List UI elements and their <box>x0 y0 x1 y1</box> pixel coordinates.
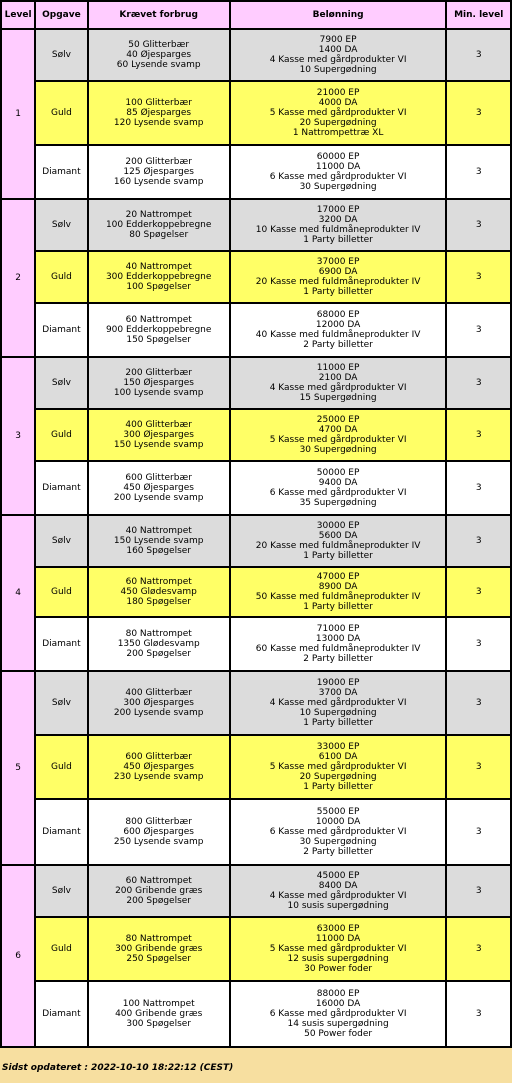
reward-item: 1 Nattrompettræ XL <box>292 128 384 138</box>
reward-item: 50000 EP <box>316 468 360 478</box>
required-item: 85 Øjesparges <box>126 108 192 118</box>
reward-item: 6 Kasse med gårdprodukter VI <box>269 1009 407 1019</box>
reward-item: 5 Kasse med gårdprodukter VI <box>269 435 407 445</box>
required-item: 450 Glødesvamp <box>120 587 197 597</box>
required-item: 400 Glitterbær <box>125 688 192 698</box>
min-level-cell: 3 <box>447 252 510 302</box>
reward-item: 4 Kasse med gårdprodukter VI <box>269 891 407 901</box>
min-level-cell: 3 <box>447 672 510 734</box>
required-item: 120 Lysende svamp <box>113 118 204 128</box>
table-row <box>2 410 510 460</box>
reward-item: 30 Supergødning <box>299 182 377 192</box>
reward-item: 1 Party billetter <box>303 551 373 561</box>
level-cell: 4 <box>2 516 34 670</box>
table-row <box>2 568 510 616</box>
required-item: 150 Lysende svamp <box>113 536 204 546</box>
reward-item: 88000 EP <box>316 989 360 999</box>
table-row <box>2 462 510 514</box>
min-level-cell: 3 <box>447 736 510 798</box>
reward-item: 11000 DA <box>315 162 361 172</box>
reward-item: 10 susis supergødning <box>287 901 389 911</box>
task-cell: Diamant <box>36 618 86 670</box>
required-item: 100 Glitterbær <box>125 98 192 108</box>
task-cell: Guld <box>36 568 86 616</box>
reward-item: 12 susis supergødning <box>287 954 389 964</box>
reward-item: 60 Kasse med fuldmåneprodukter IV <box>255 644 421 654</box>
required-cell <box>89 30 229 80</box>
min-level-cell: 3 <box>447 516 510 566</box>
reward-cell <box>231 516 446 566</box>
last-updated: Sidst opdateret : 2022-10-10 18:22:12 (CEST) <box>2 1063 234 1073</box>
required-item: 300 Edderkoppebregne <box>105 272 212 282</box>
reward-cell <box>231 82 446 144</box>
reward-item: 20 Supergødning <box>299 772 377 782</box>
required-cell <box>89 672 229 734</box>
required-item: 40 Nattrompet <box>125 526 192 536</box>
task-cell: Guld <box>36 918 86 980</box>
min-level-cell: 3 <box>447 410 510 460</box>
required-item: 100 Nattrompet <box>122 999 195 1009</box>
reward-item: 3700 DA <box>318 688 358 698</box>
table-row <box>2 866 510 916</box>
reward-item: 2100 DA <box>318 373 358 383</box>
reward-item: 4 Kasse med gårdprodukter VI <box>269 383 407 393</box>
reward-item: 10 Supergødning <box>299 708 377 718</box>
min-level-cell: 3 <box>447 462 510 514</box>
required-item: 60 Lysende svamp <box>116 60 201 70</box>
required-cell <box>89 82 229 144</box>
reward-cell <box>231 618 446 670</box>
required-item: 230 Lysende svamp <box>113 772 204 782</box>
reward-item: 20 Supergødning <box>299 118 377 128</box>
min-level-cell: 3 <box>447 618 510 670</box>
reward-cell <box>231 736 446 798</box>
reward-item: 71000 EP <box>316 624 360 634</box>
reward-item: 20 Kasse med fuldmåneprodukter IV <box>255 277 421 287</box>
required-item: 800 Glitterbær <box>125 817 192 827</box>
required-item: 250 Lysende svamp <box>113 837 204 847</box>
reward-item: 40 Kasse med fuldmåneprodukter IV <box>255 330 421 340</box>
reward-item: 16000 DA <box>315 999 361 1009</box>
required-item: 300 Gribende græs <box>115 944 203 954</box>
reward-item: 14 susis supergødning <box>287 1019 389 1029</box>
task-cell: Sølv <box>36 200 86 250</box>
required-item: 150 Øjesparges <box>123 378 194 388</box>
required-item: 400 Gribende græs <box>115 1009 203 1019</box>
reward-cell <box>231 146 446 198</box>
reward-item: 30 Power foder <box>304 964 373 974</box>
required-item: 300 Spøgelser <box>126 1019 192 1029</box>
reward-cell <box>231 568 446 616</box>
table-row <box>2 82 510 144</box>
required-item: 600 Glitterbær <box>125 473 192 483</box>
reward-item: 30000 EP <box>316 521 360 531</box>
reward-item: 45000 EP <box>316 871 360 881</box>
required-item: 200 Lysende svamp <box>113 708 204 718</box>
required-item: 200 Spøgelser <box>126 896 192 906</box>
reward-item: 2 Party billetter <box>303 654 373 664</box>
reward-cell <box>231 410 446 460</box>
table-row <box>2 30 510 80</box>
min-level-cell: 3 <box>447 146 510 198</box>
required-item: 60 Nattrompet <box>125 577 192 587</box>
reward-item: 5 Kasse med gårdprodukter VI <box>269 944 407 954</box>
reward-item: 3200 DA <box>318 215 358 225</box>
required-item: 80 Nattrompet <box>125 934 192 944</box>
required-cell <box>89 982 229 1046</box>
task-cell: Diamant <box>36 304 86 356</box>
task-cell: Guld <box>36 410 86 460</box>
task-cell: Guld <box>36 252 86 302</box>
reward-item: 30 Supergødning <box>299 837 377 847</box>
min-level-cell: 3 <box>447 866 510 916</box>
reward-item: 25000 EP <box>316 415 360 425</box>
required-cell <box>89 410 229 460</box>
reward-item: 6 Kasse med gårdprodukter VI <box>269 827 407 837</box>
reward-item: 12000 DA <box>315 320 361 330</box>
required-item: 450 Øjesparges <box>123 762 194 772</box>
task-cell: Guld <box>36 736 86 798</box>
reward-item: 1 Party billetter <box>303 782 373 792</box>
required-item: 50 Glitterbær <box>128 40 190 50</box>
reward-item: 8900 DA <box>318 582 358 592</box>
table-row <box>2 736 510 798</box>
required-item: 1350 Glødesvamp <box>117 639 200 649</box>
table-row <box>2 618 510 670</box>
reward-item: 17000 EP <box>316 205 360 215</box>
reward-cell <box>231 918 446 980</box>
required-item: 400 Glitterbær <box>125 420 192 430</box>
required-item: 900 Edderkoppebregne <box>105 325 212 335</box>
reward-item: 1 Party billetter <box>303 235 373 245</box>
reward-item: 6100 DA <box>318 752 358 762</box>
reward-item: 10 Supergødning <box>299 65 377 75</box>
required-item: 200 Glitterbær <box>125 157 192 167</box>
reward-item: 63000 EP <box>316 924 360 934</box>
required-cell <box>89 200 229 250</box>
required-cell <box>89 618 229 670</box>
min-level-cell: 3 <box>447 918 510 980</box>
required-item: 60 Nattrompet <box>125 315 192 325</box>
required-item: 160 Spøgelser <box>126 546 192 556</box>
reward-item: 4 Kasse med gårdprodukter VI <box>269 698 407 708</box>
required-cell <box>89 146 229 198</box>
reward-item: 11000 EP <box>316 363 360 373</box>
task-cell: Sølv <box>36 516 86 566</box>
task-cell: Diamant <box>36 800 86 864</box>
required-cell <box>89 866 229 916</box>
header-task: Opgave <box>36 2 86 28</box>
reward-item: 1400 DA <box>318 45 358 55</box>
task-cell: Sølv <box>36 866 86 916</box>
reward-item: 19000 EP <box>316 678 360 688</box>
header-reward: Belønning <box>231 2 446 28</box>
task-cell: Diamant <box>36 982 86 1046</box>
reward-cell <box>231 800 446 864</box>
table-row <box>2 200 510 250</box>
required-item: 20 Nattrompet <box>125 210 192 220</box>
reward-cell <box>231 200 446 250</box>
required-cell <box>89 516 229 566</box>
reward-cell <box>231 982 446 1046</box>
task-cell: Guld <box>36 82 86 144</box>
table-row <box>2 672 510 734</box>
required-item: 300 Øjesparges <box>123 430 194 440</box>
min-level-cell: 3 <box>447 982 510 1046</box>
reward-item: 1 Party billetter <box>303 718 373 728</box>
task-cell: Diamant <box>36 462 86 514</box>
required-item: 250 Spøgelser <box>126 954 192 964</box>
required-cell <box>89 304 229 356</box>
required-item: 160 Lysende svamp <box>113 177 204 187</box>
level-cell: 2 <box>2 200 34 356</box>
reward-item: 50 Power foder <box>304 1029 373 1039</box>
required-cell <box>89 252 229 302</box>
reward-item: 7900 EP <box>319 35 357 45</box>
reward-item: 33000 EP <box>316 742 360 752</box>
table-row <box>2 358 510 408</box>
reward-cell <box>231 462 446 514</box>
table-row <box>2 800 510 864</box>
table-row <box>2 982 510 1046</box>
reward-item: 21000 EP <box>316 88 360 98</box>
required-item: 60 Nattrompet <box>125 876 192 886</box>
level-cell: 3 <box>2 358 34 514</box>
required-item: 150 Spøgelser <box>126 335 192 345</box>
table-row <box>2 918 510 980</box>
reward-cell <box>231 358 446 408</box>
required-item: 200 Spøgelser <box>126 649 192 659</box>
table-row <box>2 252 510 302</box>
required-item: 450 Øjesparges <box>123 483 194 493</box>
required-cell <box>89 736 229 798</box>
reward-item: 1 Party billetter <box>303 287 373 297</box>
min-level-cell: 3 <box>447 30 510 80</box>
reward-item: 5 Kasse med gårdprodukter VI <box>269 762 407 772</box>
reward-item: 4000 DA <box>318 98 358 108</box>
level-cell: 1 <box>2 30 34 198</box>
reward-item: 35 Supergødning <box>299 498 377 508</box>
reward-item: 6900 DA <box>318 267 358 277</box>
required-cell <box>89 462 229 514</box>
required-item: 200 Glitterbær <box>125 368 192 378</box>
required-item: 80 Nattrompet <box>125 629 192 639</box>
required-item: 200 Lysende svamp <box>113 493 204 503</box>
required-item: 40 Nattrompet <box>125 262 192 272</box>
table-body <box>2 30 510 1046</box>
required-item: 100 Spøgelser <box>126 282 192 292</box>
reward-item: 6 Kasse med gårdprodukter VI <box>269 172 407 182</box>
reward-item: 47000 EP <box>316 572 360 582</box>
header-min-level: Min. level <box>447 2 510 28</box>
reward-item: 9400 DA <box>318 478 358 488</box>
reward-item: 30 Supergødning <box>299 445 377 455</box>
reward-cell <box>231 30 446 80</box>
level-cell: 6 <box>2 866 34 1046</box>
reward-item: 4700 DA <box>318 425 358 435</box>
task-cell: Diamant <box>36 146 86 198</box>
reward-item: 68000 EP <box>316 310 360 320</box>
reward-item: 20 Kasse med fuldmåneprodukter IV <box>255 541 421 551</box>
reward-item: 13000 DA <box>315 634 361 644</box>
required-item: 600 Øjesparges <box>123 827 194 837</box>
header-required: Krævet forbrug <box>89 2 229 28</box>
min-level-cell: 3 <box>447 358 510 408</box>
required-item: 125 Øjesparges <box>123 167 194 177</box>
reward-item: 15 Supergødning <box>299 393 377 403</box>
min-level-cell: 3 <box>447 200 510 250</box>
required-cell <box>89 800 229 864</box>
required-item: 40 Øjesparges <box>126 50 192 60</box>
task-cell: Sølv <box>36 30 86 80</box>
reward-item: 50 Kasse med fuldmåneprodukter IV <box>255 592 421 602</box>
reward-item: 11000 DA <box>315 934 361 944</box>
table-row <box>2 304 510 356</box>
required-cell <box>89 568 229 616</box>
reward-item: 5 Kasse med gårdprodukter VI <box>269 108 407 118</box>
required-item: 100 Lysende svamp <box>113 388 204 398</box>
required-cell <box>89 358 229 408</box>
reward-item: 2 Party billetter <box>303 340 373 350</box>
reward-item: 4 Kasse med gårdprodukter VI <box>269 55 407 65</box>
reward-item: 8400 DA <box>318 881 358 891</box>
required-item: 100 Edderkoppebregne <box>105 220 212 230</box>
table-row <box>2 516 510 566</box>
level-cell: 5 <box>2 672 34 864</box>
reward-cell <box>231 672 446 734</box>
task-cell: Sølv <box>36 358 86 408</box>
header-row <box>2 2 510 28</box>
reward-item: 1 Party billetter <box>303 602 373 612</box>
required-item: 200 Gribende græs <box>115 886 203 896</box>
required-item: 150 Lysende svamp <box>113 440 204 450</box>
reward-item: 5600 DA <box>318 531 358 541</box>
reward-item: 2 Party billetter <box>303 847 373 857</box>
reward-item: 6 Kasse med gårdprodukter VI <box>269 488 407 498</box>
required-item: 180 Spøgelser <box>126 597 192 607</box>
reward-item: 10000 DA <box>315 817 361 827</box>
min-level-cell: 3 <box>447 800 510 864</box>
table-row <box>2 146 510 198</box>
task-cell: Sølv <box>36 672 86 734</box>
required-item: 600 Glitterbær <box>125 752 192 762</box>
min-level-cell: 3 <box>447 82 510 144</box>
min-level-cell: 3 <box>447 304 510 356</box>
min-level-cell: 3 <box>447 568 510 616</box>
header-level: Level <box>2 2 34 28</box>
reward-item: 37000 EP <box>316 257 360 267</box>
required-item: 80 Spøgelser <box>129 230 189 240</box>
reward-item: 55000 EP <box>316 807 360 817</box>
reward-cell <box>231 252 446 302</box>
reward-cell <box>231 304 446 356</box>
reward-item: 10 Kasse med fuldmåneprodukter IV <box>255 225 421 235</box>
required-cell <box>89 918 229 980</box>
reward-item: 60000 EP <box>316 152 360 162</box>
reward-cell <box>231 866 446 916</box>
required-item: 300 Øjesparges <box>123 698 194 708</box>
